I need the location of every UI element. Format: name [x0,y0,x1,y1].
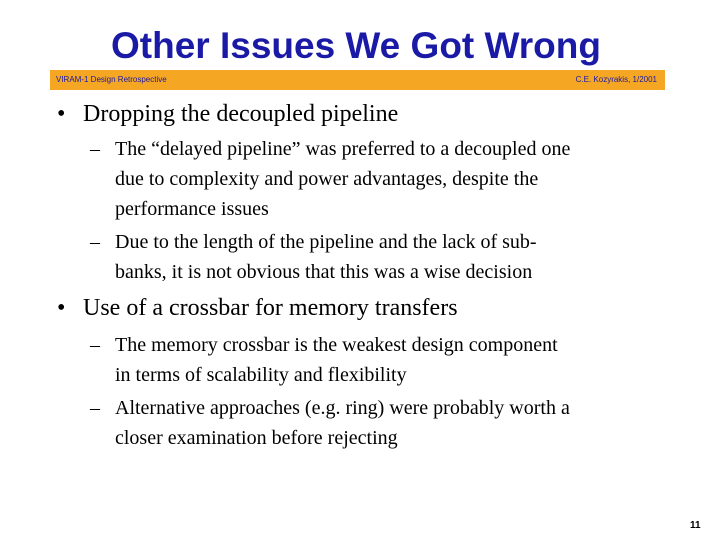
bullet-item [57,100,398,128]
sub-bullet-marker: – [90,334,100,356]
bullet-marker: • [57,295,66,321]
sub-bullet-item [90,227,680,287]
bullet-text: Use of a crossbar for memory transfers [83,295,458,321]
slide-title: Other Issues We Got Wrong [111,25,601,66]
sub-bullet-marker: – [90,138,100,160]
banner-author-date: C.E. Kozyrakis, 1/2001 [575,75,657,84]
sub-bullet-item [90,134,680,224]
sub-bullet-marker: – [90,397,100,419]
sub-bullet-text: The “delayed pipeline” was preferred to a decoupled one due to complexity and power advantages, despite the performance issues [115,138,571,220]
bullet-marker: • [57,101,66,127]
sub-bullet-text: Alternative approaches (e.g. ring) were probably worth a closer examination before rejecting [115,397,570,449]
sub-bullet-marker: – [90,231,100,253]
bullet-item [57,294,458,322]
bullet-text: Dropping the decoupled pipeline [83,101,399,127]
sub-bullet-item [90,330,680,390]
sub-bullet-item [90,393,680,453]
header-banner [50,70,665,90]
banner-presentation-title: VIRAM-1 Design Retrospective [56,75,167,84]
page-number: 11 [690,520,701,531]
sub-bullet-text: Due to the length of the pipeline and the lack of sub- banks, it is not obvious that this was a wise decision [115,231,537,283]
sub-bullet-text: The memory crossbar is the weakest design component in terms of scalability and flexibility [115,334,558,386]
